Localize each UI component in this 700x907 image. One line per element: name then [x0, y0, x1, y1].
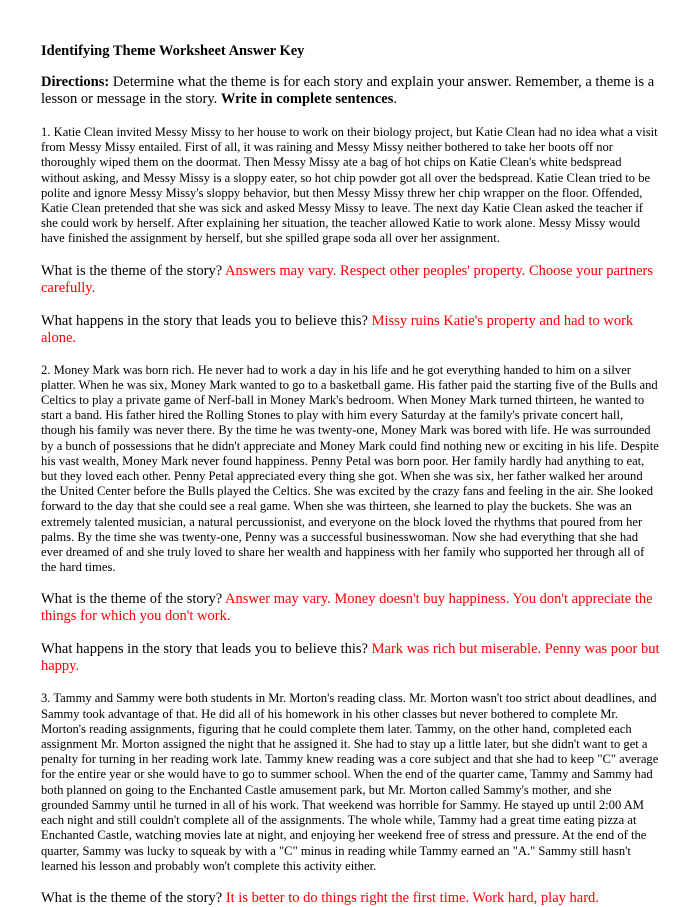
evidence-question: What happens in the story that leads you to believe this?	[41, 312, 372, 329]
story-1-evidence	[41, 313, 660, 347]
directions-end: .	[393, 91, 397, 107]
evidence-answer: Mark was rich but miserable. Penny was poor but happy.	[41, 641, 660, 675]
page-title: Identifying Theme Worksheet Answer Key	[41, 43, 305, 59]
directions	[41, 74, 660, 108]
directions-text: Determine what the theme is for each story and explain your answer. Remember, a theme is a lesson or message in the story.	[41, 74, 655, 107]
directions-emphasis: Write in complete sentences	[220, 91, 394, 107]
story-2-text: 2. Money Mark was born rich. He never had to work a day in his life and he got everything handed to him on a silver platter. When he was six, Money Mark wanted to go to a basketball game. His father paid the starting five of the Bulls and Celtics to play a private game of Nerf-ball in Money Mark's bedroom. When Money Mark turned thirteen, he wanted to start a band. His father hired the Rolling Stones to play with him every Saturday at the family's private concert hall, though his family was never there. By the time he was twenty-one, Money Mark was bored with life. He was surrounded by a bunch of possessions that he didn't appreciate and Money Mark could find nothing new or exciting in his life. Despite his vast wealth, Money Mark never found happiness. Penny Petal was born poor. Her family hardly had anything to eat, but they loved each other. Penny Petal appreciated every thing she got. When she was six, her father walked her around the United Center before the Bulls played the Celtics. She was excited by the crazy fans and feeling in the air. She looked forward to the day that she could see a real game. When she was thirteen, she learned to play the buckets. She was an extremely talented musician, a natural percussionist, and everyone on the block loved the rhythms that poured from her palms. By the time she was twenty-one, Penny was a successful businesswoman. Now she had everything that she had ever dreamed of and she truly loved to share her wealth and happiness with her family who supported her through all of the hard times.	[41, 362, 659, 575]
theme-answer: Answer may vary. Money doesn't buy happiness. You don't appreciate the things for which you don't work.	[41, 591, 653, 625]
directions-label: Directions:	[41, 74, 110, 90]
theme-question: What is the theme of the story?	[41, 889, 226, 906]
story-3-text: 3. Tammy and Sammy were both students in Mr. Morton's reading class. Mr. Morton wasn't too strict about deadlines, and Sammy took advantage of that. He did all of his homework in his other classes but never bothered to complete Mr. Morton's reading assignments, figuring that he could complete them later. Tammy, on the other hand, completed each assignment Mr. Morton assigned the night that he assigned it. She had to stay up a little later, but she didn't want to get a penalty for turning in her reading work late. Tammy knew reading was a core subject and that she had to keep "C" average for the entire year or she would have to go to summer school. When the end of the quarter came, Tammy and Sammy had both planned on going to the Enchanted Castle amusement park, but Mr. Morton called Sammy's mother, and she grounded Sammy until he turned in all of his work. That weekend was horrible for Sammy. He stayed up until 2:00 AM each night and still couldn't complete all of the assignments. The whole while, Tammy had a great time eating pizza at Enchanted Castle, watching movies late at night, and enjoying her weekend free of stress and pressure. At the end of the quarter, Sammy was lucky to squeak by with a "C" minus in reading while Tammy earned an "A." Sammy still hasn't learned his lesson and probably won't complete this activity either.	[41, 691, 659, 873]
story-1-text: 1. Katie Clean invited Messy Missy to her house to work on their biology project, but Katie Clean had no idea what a visit from Messy Missy entailed. First of all, it was raining and Messy Missy neither bothered to take her boots off nor thoroughly wiped them on the doormat. Then Messy Missy ate a bag of hot chips on Katie Clean's white bedspread without asking, and Messy Missy is a sloppy eater, so hot chip powder got all over the bedspread. Katie Clean tried to be polite and ignore Messy Missy's sloppy behavior, but then Messy Missy threw her chip wrapper on the floor. Offended, Katie Clean pretended that she was sick and asked Messy Missy to leave. The next day Katie Clean asked the teacher if she could work by herself. After explaining her situation, the teacher allowed Katie to work alone. Messy Missy would have finished the assignment by herself, but she spilled grape soda all over her assignment.	[41, 125, 658, 246]
story-2-evidence	[41, 641, 660, 675]
story-2-theme	[41, 591, 660, 625]
evidence-question: What happens in the story that leads you to believe this?	[41, 641, 372, 658]
theme-question: What is the theme of the story?	[41, 262, 226, 279]
theme-question: What is the theme of the story?	[41, 591, 226, 608]
theme-answer: It is better to do things right the first time. Work hard, play hard.	[225, 889, 599, 906]
story-3-theme	[41, 890, 660, 907]
story-1-theme	[41, 263, 660, 297]
theme-answer: Answers may vary. Respect other peoples' property. Choose your partners carefully.	[41, 262, 653, 296]
evidence-answer: Missy ruins Katie's property and had to work alone.	[41, 312, 634, 346]
